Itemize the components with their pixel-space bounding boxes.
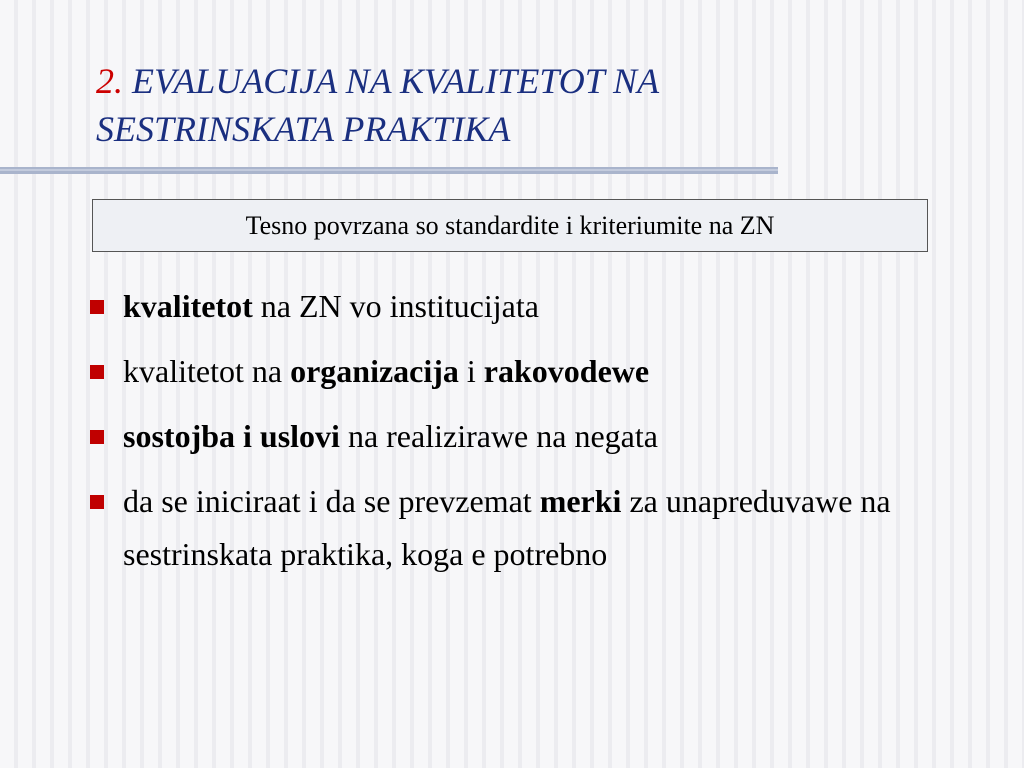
bullet-list [86, 280, 986, 593]
bullet-item-3 [86, 410, 986, 463]
bullet-item-2 [86, 345, 986, 398]
title-divider [0, 167, 778, 174]
square-bullet-icon [90, 365, 104, 379]
bullet-3-text: na realizirawe na negata [339, 418, 658, 454]
bullet-item-4 [86, 475, 986, 581]
bullet-4-bold: merki [539, 483, 622, 519]
square-bullet-icon [90, 495, 104, 509]
bullet-item-1 [86, 280, 986, 333]
callout-box [92, 199, 928, 252]
bullet-4-text-b: za unapreduvawe na sestrinskata praktika, koga e potrebno [123, 483, 891, 572]
title-number: 2. [96, 61, 123, 101]
square-bullet-icon [90, 300, 104, 314]
callout-text: Tesno povrzana so standardite i kriteriumite na ZN [245, 210, 775, 240]
slide-title [96, 57, 659, 153]
bullet-3-bold: sostojba i uslovi [123, 418, 340, 454]
title-line-1 [96, 57, 659, 105]
bullet-2-text-b: i [458, 353, 484, 389]
title-text-1: EVALUACIJA NA KVALITETOT NA [132, 61, 660, 101]
square-bullet-icon [90, 430, 104, 444]
bullet-2-bold-a: organizacija [290, 353, 459, 389]
bullet-1-bold: kvalitetot [123, 288, 253, 324]
title-line-2: SESTRINSKATA PRAKTIKA [96, 109, 511, 149]
bullet-2-bold-b: rakovodewe [483, 353, 650, 389]
bullet-1-text: na ZN vo institucijata [252, 288, 539, 324]
bullet-2-text-a: kvalitetot na [123, 353, 291, 389]
bullet-4-text-a: da se iniciraat i da se prevzemat [123, 483, 540, 519]
